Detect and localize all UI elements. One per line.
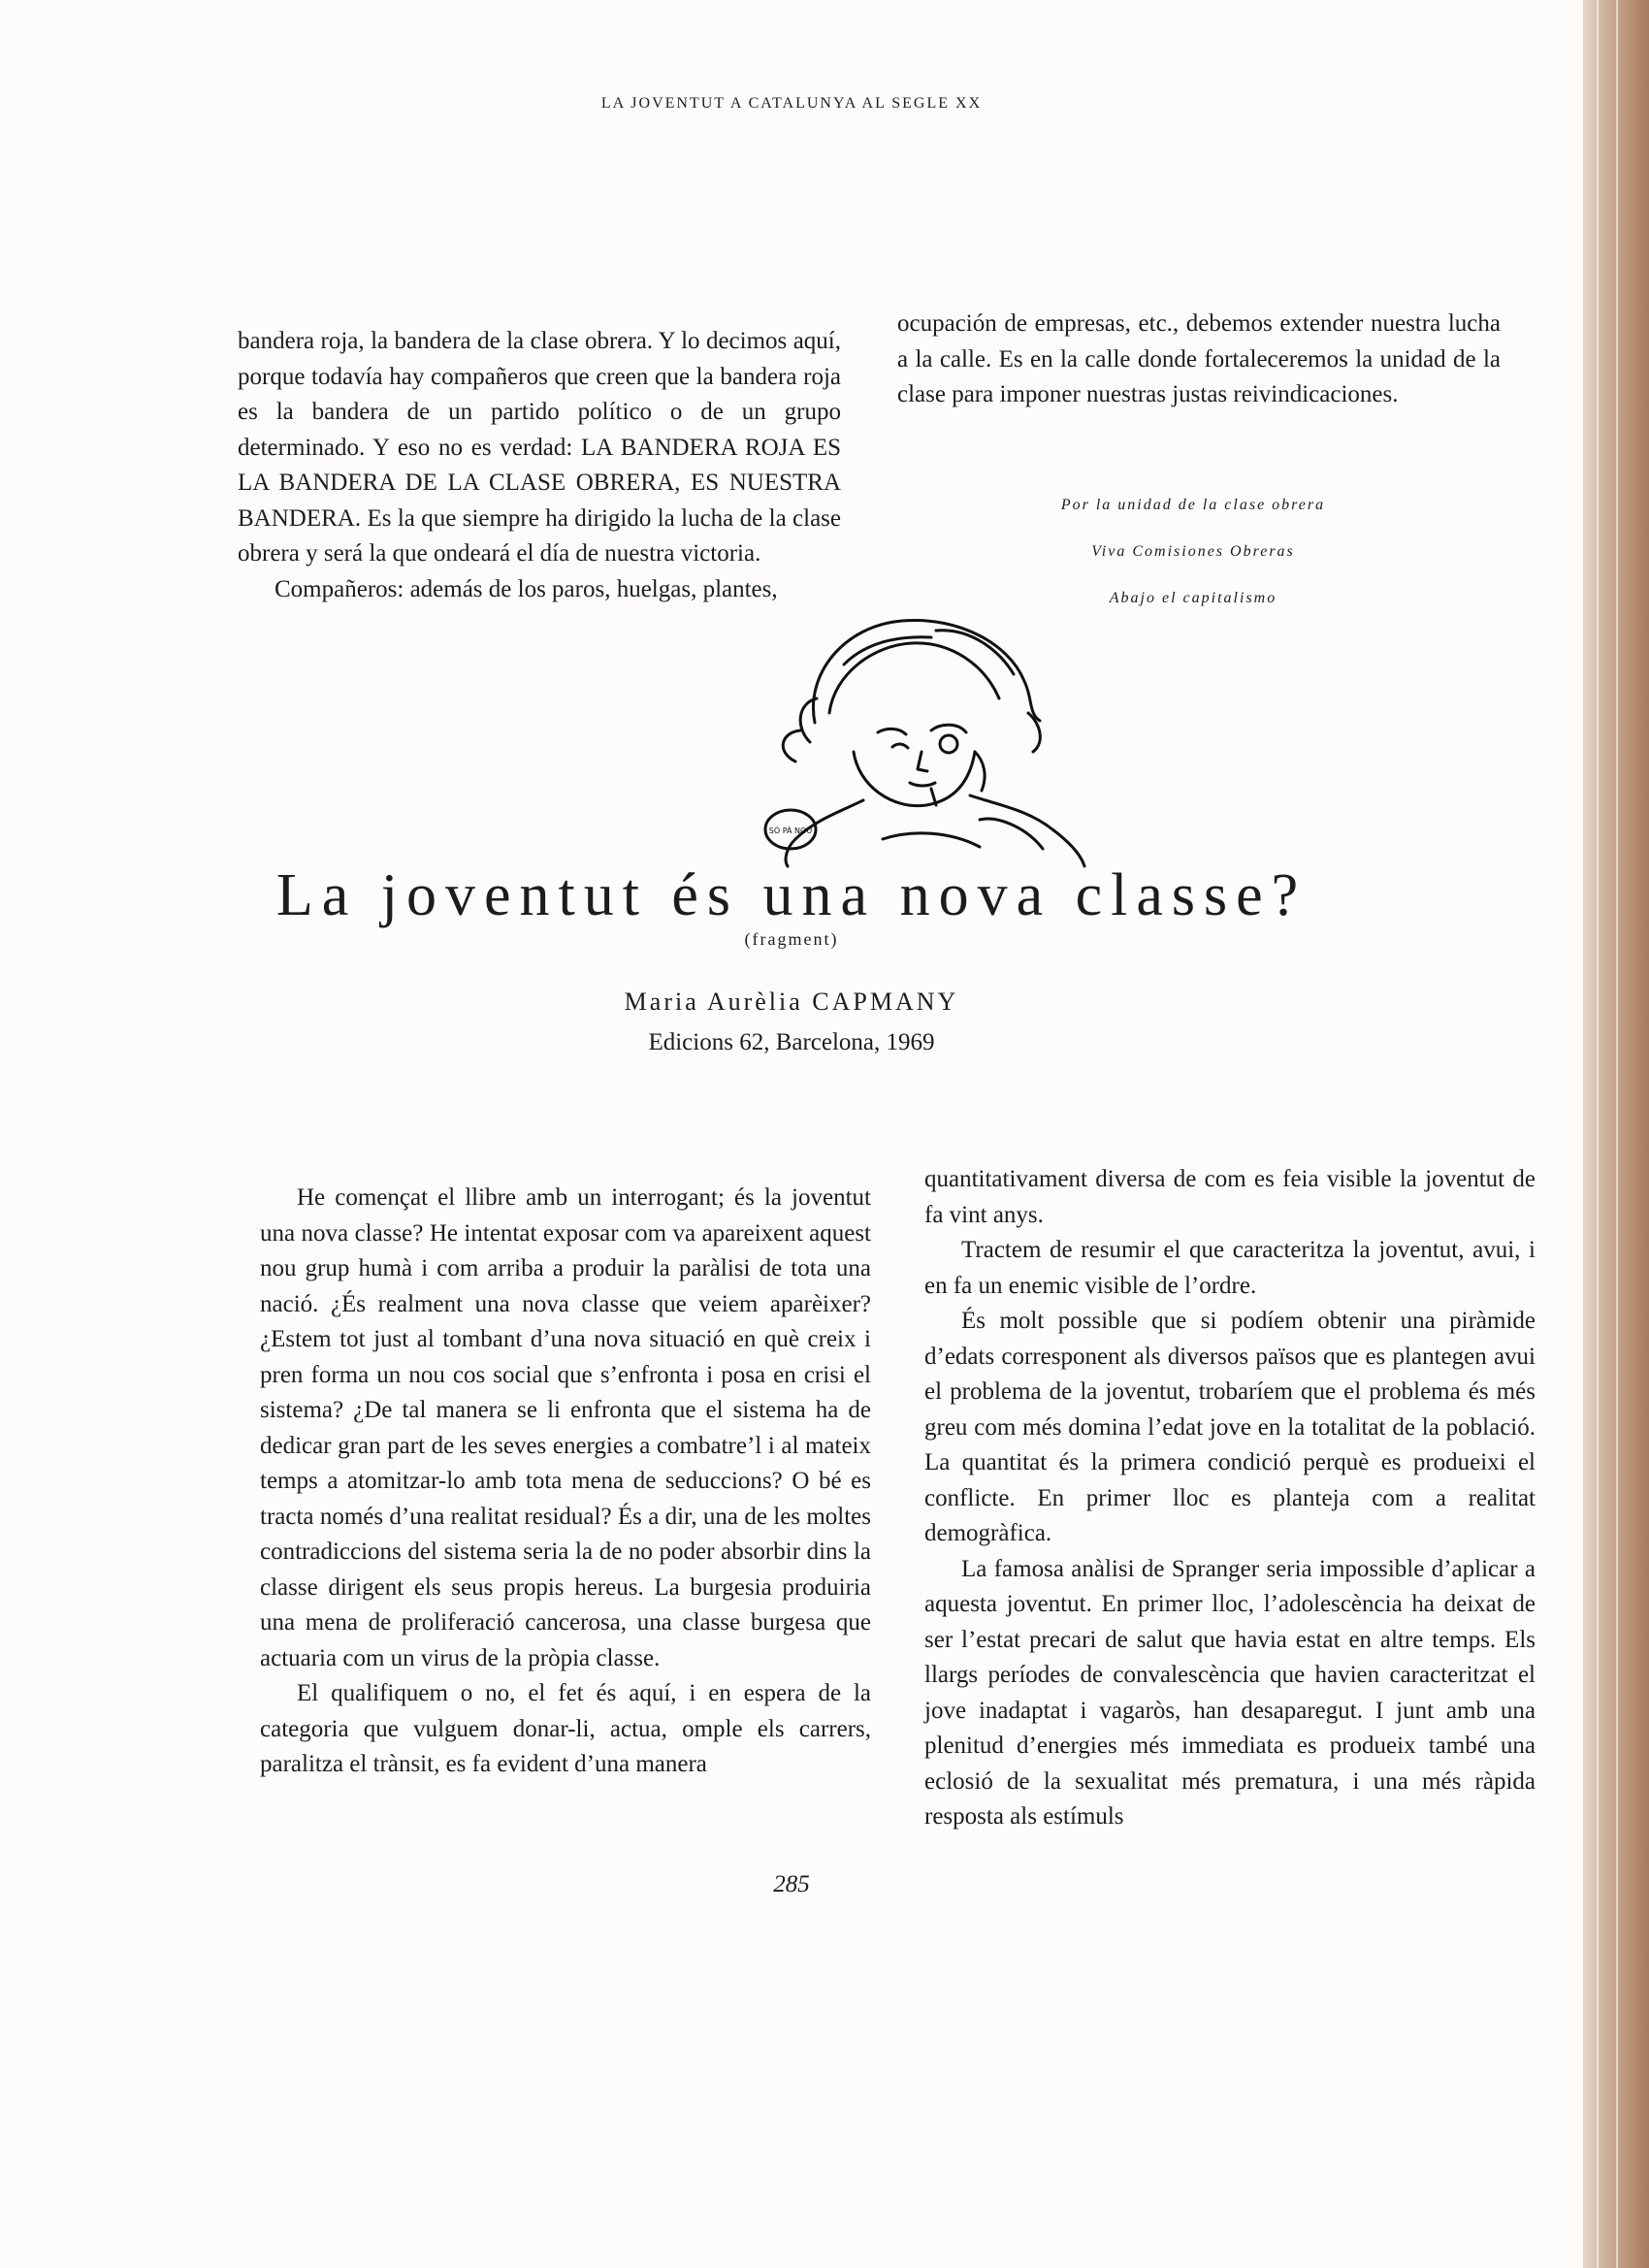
badge-text: SÓ PÀ NOU xyxy=(768,826,813,835)
page-number: 285 xyxy=(773,1871,810,1897)
paragraph: bandera roja, la bandera de la clase obrera. Y lo decimos aquí, porque todavía hay compañeros que creen que la bandera roja es la bandera de un partido político o de un grupo determinado. Y eso no es verdad: LA BANDERA ROJA ES LA BANDERA DE LA CLASE OBRERA, ES NUESTRA BANDERA. Es la que siempre ha dirigido la lucha de la clase obrera y será la que ondeará el día de nuestra victoria. xyxy=(238,328,841,567)
paragraph: Compañeros: además de los paros, huelgas, plantes, xyxy=(275,575,778,602)
paragraph: La famosa anàlisi de Spranger seria impossible d’aplicar a aquesta joventut. En primer lloc, l’adolescència ha deixat de ser l’estat precari de salut que havia estat en altre temps. Els llargs períodes de convalescència que havien caracteritzat el jove inadaptat i vagaròs, han desaparegut. I junt amb una plenitud d’energies més immediata es produeix també una eclosió de la sexualitat més prematura, i una més ràpida resposta als estímuls xyxy=(924,1555,1536,1830)
slogan: Por la unidad de la clase obrera xyxy=(1060,497,1326,513)
paragraph: ocupación de empresas, etc., debemos extender nuestra lucha a la calle. Es en la calle donde fortaleceremos la unidad de la clase para imponer nuestras justas reivindicaciones. xyxy=(897,310,1501,407)
slogan: Viva Comisiones Obreras xyxy=(1091,543,1295,560)
edge-line xyxy=(1597,0,1599,2268)
body-right-column xyxy=(924,1162,1536,1835)
edge-line xyxy=(1616,0,1618,2268)
publisher-line: Edicions 62, Barcelona, 1969 xyxy=(648,1029,935,1055)
book-edge xyxy=(1583,0,1649,2268)
paragraph: Tractem de resumir el que caracteritza la joventut, avui, i en fa un enemic visible de l’ordre. xyxy=(924,1237,1536,1299)
paragraph: quantitativament diversa de com es feia visible la joventut de fa vint anys. xyxy=(924,1166,1536,1228)
portrait-illustration xyxy=(737,606,1106,868)
paragraph: És molt possible que si podíem obtenir una piràmide d’edats corresponent als diversos països que es plantegen avui el problema de la joventut, trobaríem que el problema és més greu com més domina l’edat jove en la totalitat de la població. La quantitat és la primera condició perquè es produeixi el conflicte. En primer lloc es planteja com a realitat demogràfica. xyxy=(924,1308,1536,1546)
slogans xyxy=(902,482,1484,622)
slogan: Abajo el capitalismo xyxy=(1109,590,1277,606)
paragraph: He començat el llibre amb un interrogant; és la joventut una nova classe? He intentat exposar com va apareixent aquest nou grup humà i com arriba a produir la paràlisi de tota una nació. ¿És realment una nova classe que veiem aparèixer? ¿Estem tot just al tombant d’una nova situació en què creix i pren forma un nou cos social que s’enfronta i posa en crisi el sistema? ¿De tal manera se li enfronta que el sistema ha de dedicar gran part de les seves energies a combatre’l i al mateix temps a atomitzar-lo amb tota mena de seduccions? O bé es tracta només d’una realitat residual? És a dir, una de les moltes contradiccions del sistema seria la de no poder absorbir dins la classe dirigent els seus propis hereus. La burgesia produiria una mena de proliferació cancerosa, una classe burgesa que actuaria com un virus de la pròpia classe. xyxy=(260,1184,871,1671)
article-title: La joventut és una nova classe? xyxy=(275,862,1308,928)
running-head: LA JOVENTUT A CATALUNYA AL SEGLE XX xyxy=(600,95,983,112)
body-left-column xyxy=(260,1181,871,1783)
author-name: Maria Aurèlia CAPMANY xyxy=(624,988,959,1016)
top-right-column xyxy=(897,307,1501,413)
top-left-column xyxy=(238,324,841,607)
paragraph: El qualifiquem o no, el fet és aquí, i en espera de la categoria que vulguem donar-li, actua, omple els carrers, paralitza el trànsit, es fa evident d’una manera xyxy=(260,1680,871,1777)
article-subtitle: (fragment) xyxy=(744,929,839,949)
